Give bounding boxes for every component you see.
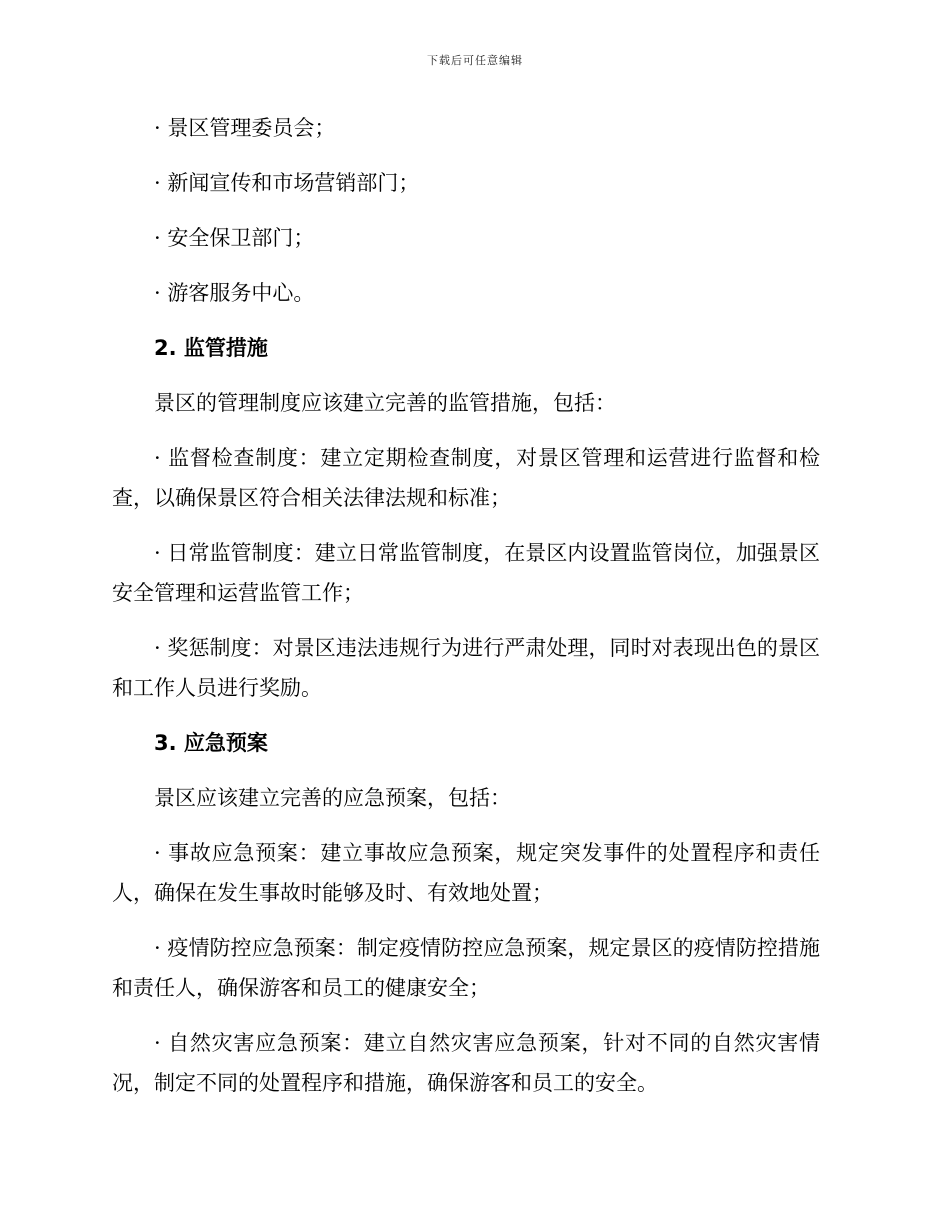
bullet-item: · 疫情防控应急预案：制定疫情防控应急预案，规定景区的疫情防控措施和责任人，确保游客和员工的健康安全； (112, 936, 820, 1000)
bullet-item: · 监督检查制度：建立定期检查制度，对景区管理和运营进行监督和检查，以确保景区符合相关法律法规和标准； (112, 446, 820, 510)
bullet-item: · 新闻宣传和市场营销部门； (154, 171, 420, 195)
bullet-item: · 事故应急预案：建立事故应急预案，规定突发事件的处置程序和责任人，确保在发生事故时能够及时、有效地处置； (112, 841, 820, 905)
bullet-item: · 自然灾害应急预案：建立自然灾害应急预案，针对不同的自然灾害情况，制定不同的处置程序和措施，确保游客和员工的安全。 (112, 1031, 820, 1095)
bullet-item: · 奖惩制度：对景区违法违规行为进行严肃处理，同时对表现出色的景区和工作人员进行奖励。 (112, 636, 820, 700)
section-heading: 2. 监管措施 (154, 336, 268, 360)
body-paragraph: 景区应该建立完善的应急预案，包括： (154, 786, 511, 810)
bullet-item: · 日常监管制度：建立日常监管制度，在景区内设置监管岗位，加强景区安全管理和运营监管工作； (112, 541, 820, 605)
body-paragraph: 景区的管理制度应该建立完善的监管措施，包括： (154, 391, 616, 415)
document-body (112, 108, 820, 1103)
section-heading: 3. 应急预案 (154, 731, 268, 755)
bullet-item: · 游客服务中心。 (154, 281, 315, 305)
page-header: 下载后可任意编辑 (427, 54, 523, 67)
bullet-item: · 景区管理委员会； (154, 116, 336, 140)
bullet-item: · 安全保卫部门； (154, 226, 315, 250)
